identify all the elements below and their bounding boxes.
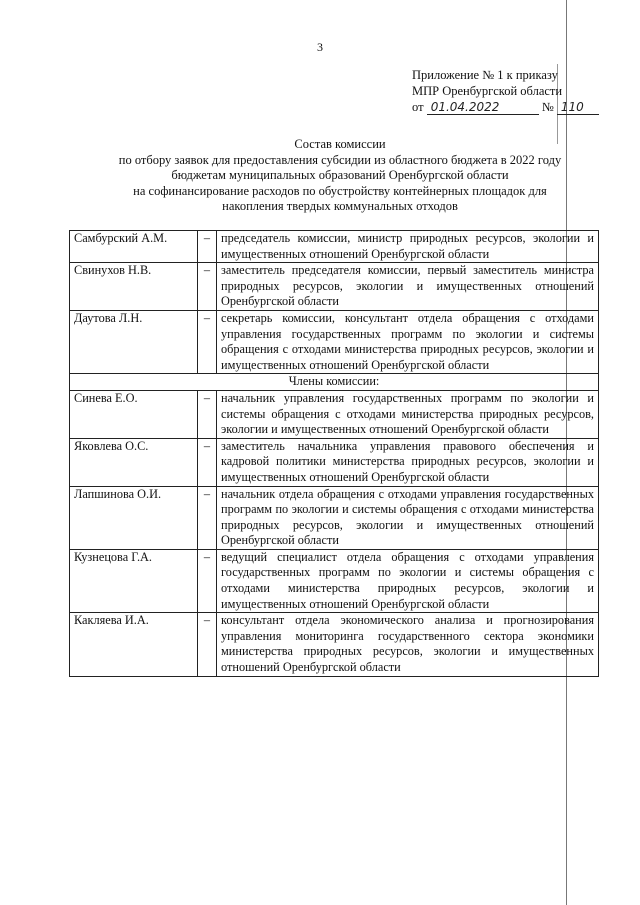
member-role: ведущий специалист отдела обращения с отходами управления государственных программ по экологии и системы обращения с отходами министерства природных ресурсов, экологии и имущественных отношений Оренбургской области xyxy=(217,549,599,612)
appendix-block xyxy=(412,67,599,115)
member-role: председатель комиссии, министр природных ресурсов, экологии и имущественных отношений Оренбургской области xyxy=(217,231,599,263)
dash-cell: – xyxy=(198,263,217,311)
table-row xyxy=(70,438,599,486)
dash-cell: – xyxy=(198,486,217,549)
member-role: начальник управления государственных программ по экологии и системы обращения с отходами министерства природных ресурсов, экологии и имущественных отношений Оренбургской области xyxy=(217,390,599,438)
document-heading xyxy=(60,137,620,215)
table-row xyxy=(70,310,599,373)
member-name: Синева Е.О. xyxy=(70,390,198,438)
member-role: секретарь комиссии, консультант отдела обращения с отходами управления государственных программ по экологии и системы обращения с отходами министерства природных ресурсов, экологии и имущественных отношений Оренбургской области xyxy=(217,310,599,373)
member-name: Даутова Л.Н. xyxy=(70,310,198,373)
dash-cell: – xyxy=(198,549,217,612)
member-role: начальник отдела обращения с отходами управления государственных программ по экологии и системы обращения с отходами министерства природных ресурсов, экологии и имущественных отношений Оренбургской области xyxy=(217,486,599,549)
heading-line: Состав комиссии xyxy=(294,137,386,151)
member-name: Самбурский А.М. xyxy=(70,231,198,263)
table-row xyxy=(70,390,599,438)
member-role: заместитель председателя комиссии, первый заместитель министра природных ресурсов, экологии и имущественных отношений Оренбургской области xyxy=(217,263,599,311)
heading-line: накопления твердых коммунальных отходов xyxy=(222,199,458,214)
dash-cell: – xyxy=(198,310,217,373)
dash-cell: – xyxy=(198,231,217,263)
page-number: 3 xyxy=(317,40,323,54)
member-name: Какляева И.А. xyxy=(70,613,198,676)
table-row xyxy=(70,486,599,549)
appendix-from-label: от xyxy=(412,100,424,114)
dash-cell: – xyxy=(198,438,217,486)
appendix-line-1: Приложение № 1 к приказу xyxy=(412,68,558,82)
heading-line: на софинансирование расходов по обустройству контейнерных площадок для xyxy=(133,183,547,198)
table-row xyxy=(70,613,599,676)
section-label: Члены комиссии: xyxy=(70,374,599,391)
member-role: заместитель начальника управления правового обеспечения и кадровой политики министерства природных ресурсов, экологии и имущественных отношений Оренбургской области xyxy=(217,438,599,486)
table-row xyxy=(70,231,599,263)
table-row xyxy=(70,263,599,311)
table-row xyxy=(70,549,599,612)
appendix-line-2: МПР Оренбургской области xyxy=(412,84,563,98)
heading-line: по отбору заявок для предоставления субсидии из областного бюджета в 2022 году xyxy=(118,152,562,167)
dash-cell: – xyxy=(198,390,217,438)
appendix-number-label: № xyxy=(541,100,554,114)
member-name: Свинухов Н.В. xyxy=(70,263,198,311)
member-role: консультант отдела экономического анализа и прогнозирования управления мониторинга государственного сектора экономики министерства природных ресурсов, экологии и имущественных отношений Оренбургской области xyxy=(217,613,599,676)
dash-cell: – xyxy=(198,613,217,676)
section-row xyxy=(70,374,599,391)
appendix-line-3 xyxy=(412,99,599,115)
handwritten-date: 01.04.2022 xyxy=(427,101,539,115)
member-name: Лапшинова О.И. xyxy=(70,486,198,549)
handwritten-number: 110 xyxy=(557,101,599,115)
heading-line: бюджетам муниципальных образований Оренбургской области xyxy=(171,168,509,183)
member-name: Яковлева О.С. xyxy=(70,438,198,486)
commission-table xyxy=(69,230,599,677)
member-name: Кузнецова Г.А. xyxy=(70,549,198,612)
